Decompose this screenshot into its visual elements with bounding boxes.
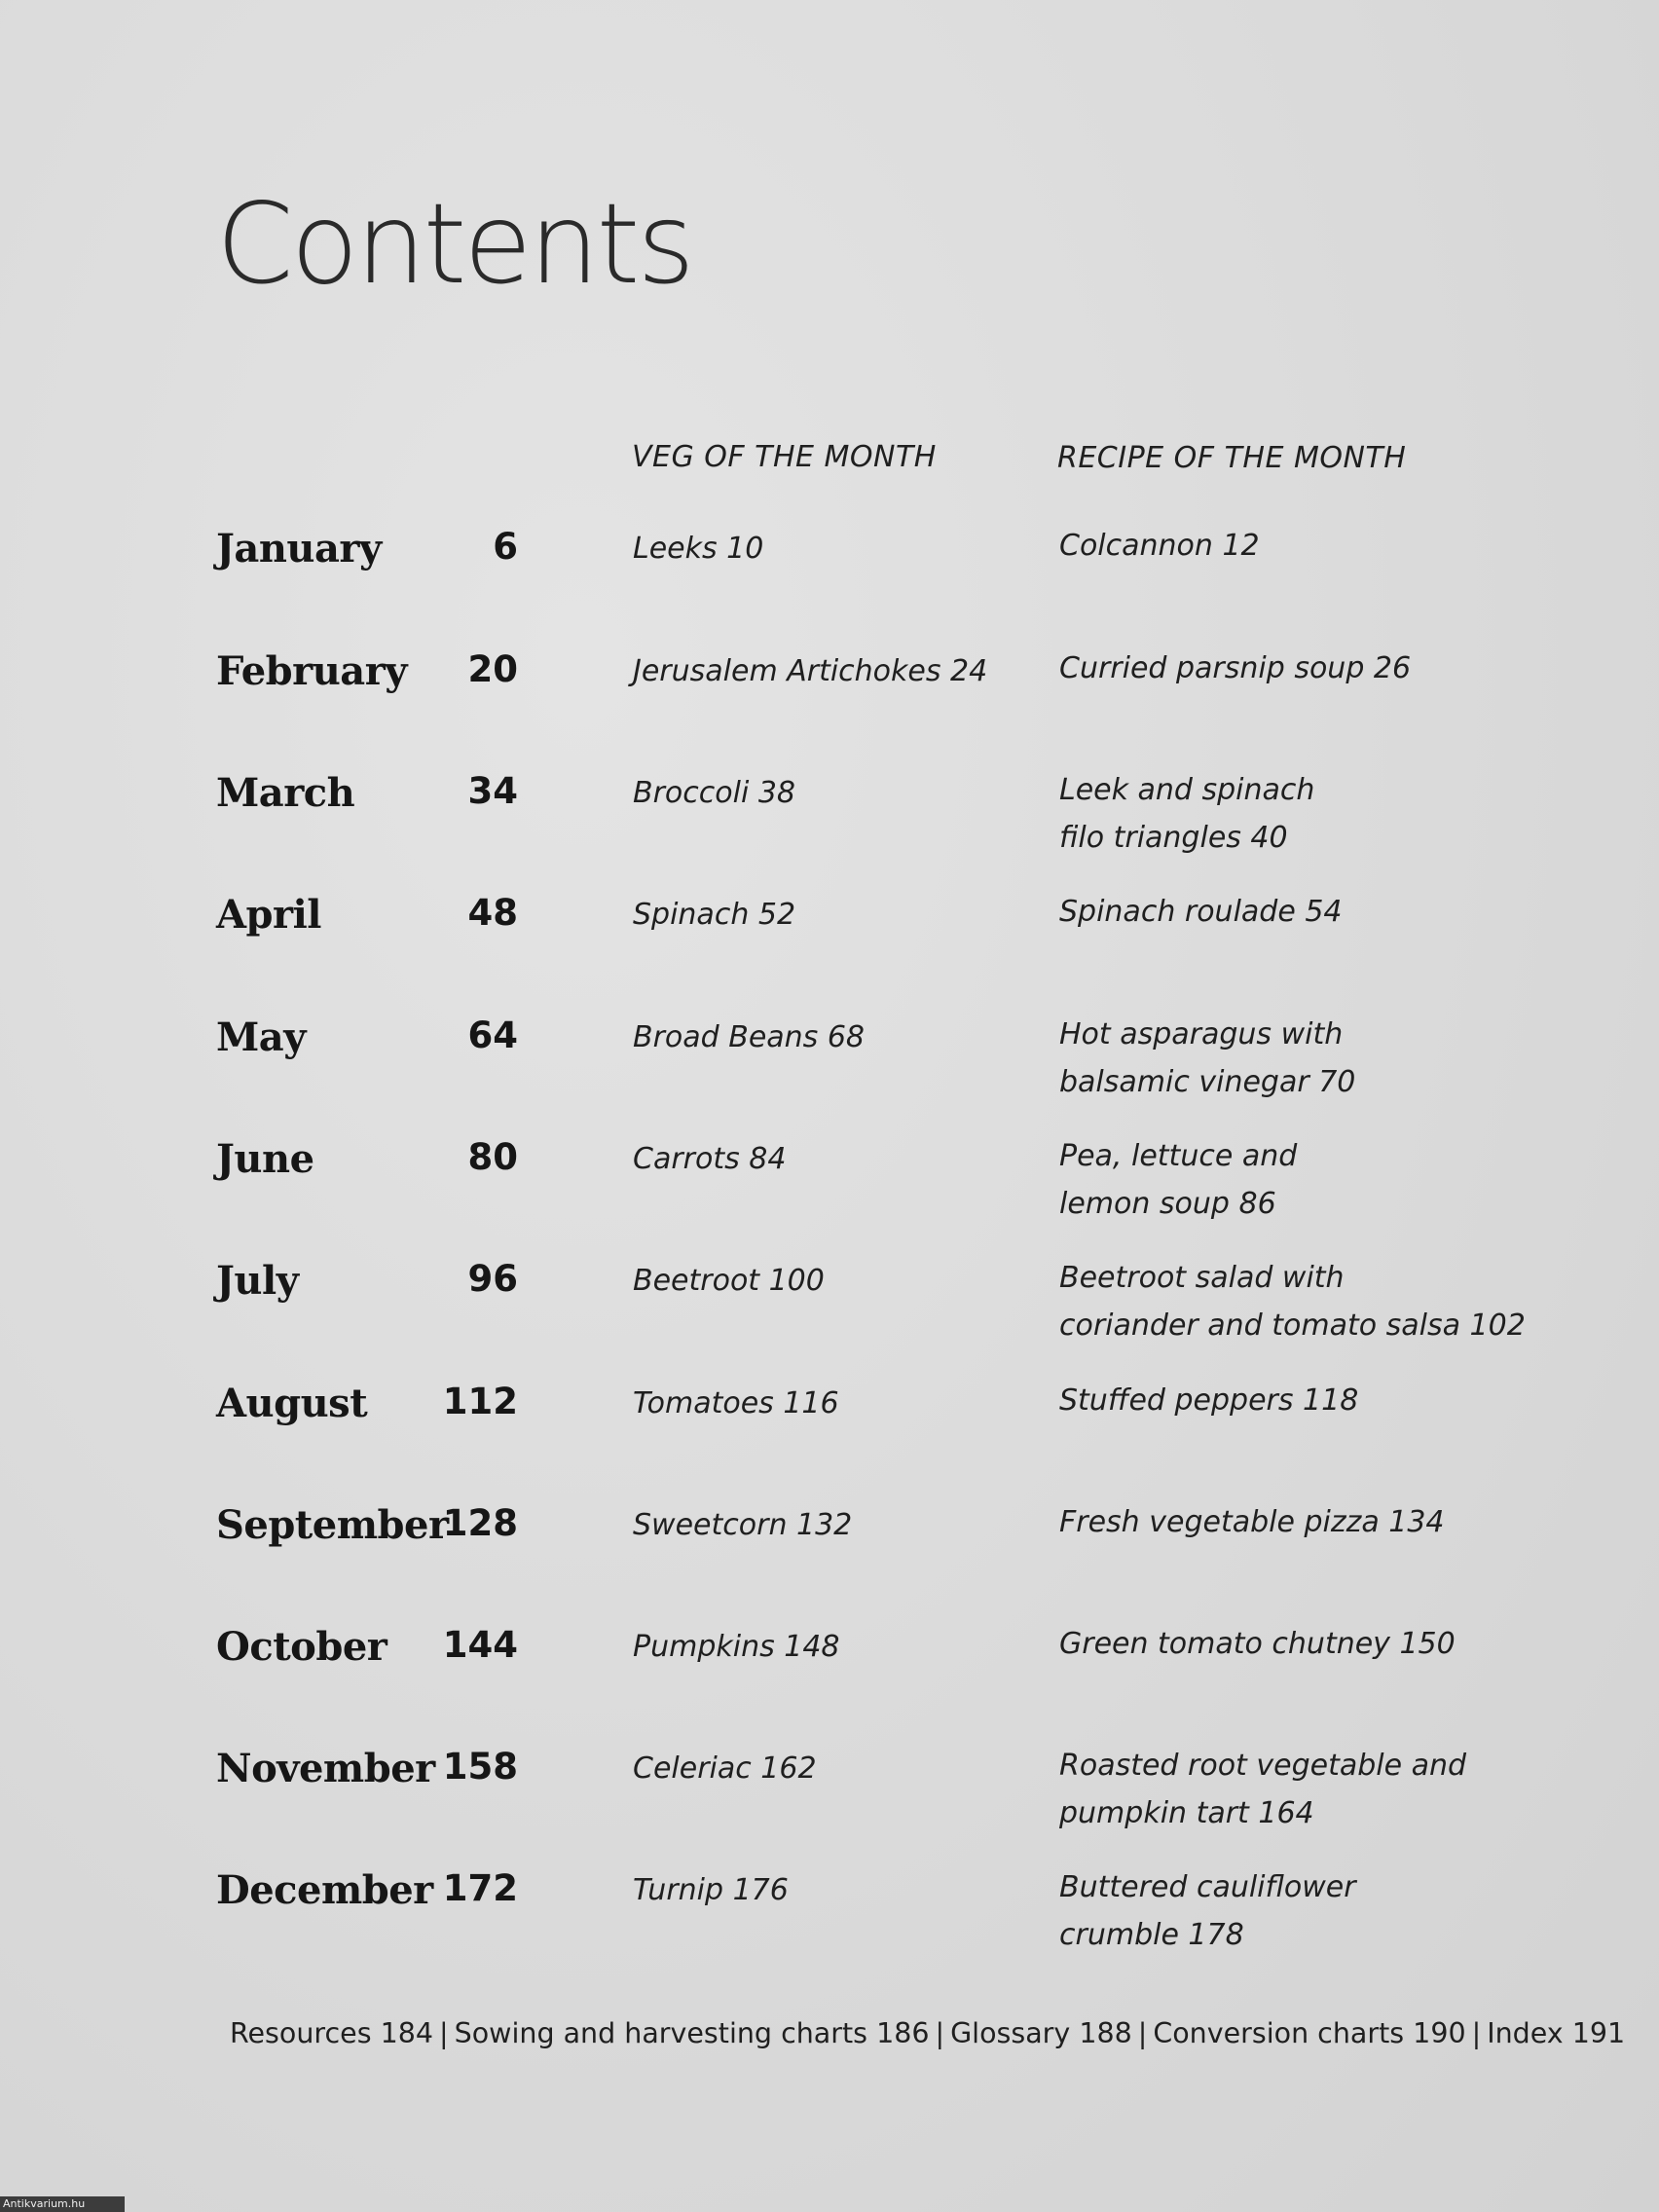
month-page-number: 20 <box>467 648 518 690</box>
recipe-line: Curried parsnip soup 26 <box>1059 651 1412 685</box>
recipe-line: Buttered cauliflower <box>1059 1870 1356 1904</box>
recipe-of-month <box>1059 766 1314 862</box>
footer-item: Index 191 <box>1487 2017 1626 2049</box>
month-name: August <box>216 1381 368 1426</box>
veg-of-month: Beetroot 100 <box>633 1264 825 1298</box>
veg-of-month: Broad Beans 68 <box>633 1020 866 1054</box>
recipe-line: lemon soup 86 <box>1059 1187 1276 1221</box>
veg-of-month: Sweetcorn 132 <box>633 1508 853 1542</box>
footer-item: Resources 184 <box>230 2017 434 2049</box>
month-page-number: 34 <box>467 770 518 812</box>
toc-row <box>0 1381 1659 1497</box>
recipe-line: Colcannon 12 <box>1059 529 1260 563</box>
month-name: October <box>216 1624 387 1670</box>
toc-row <box>0 1624 1659 1741</box>
footer-separator: | <box>935 2017 945 2049</box>
recipe-line: Green tomato chutney 150 <box>1059 1627 1456 1661</box>
month-page-number: 48 <box>467 892 518 934</box>
month-page-number: 172 <box>442 1867 518 1909</box>
recipe-line: Stuffed peppers 118 <box>1059 1383 1359 1418</box>
toc-row <box>0 1258 1659 1375</box>
month-name: April <box>216 892 321 938</box>
month-page-number: 64 <box>467 1014 518 1056</box>
footer-item: Glossary 188 <box>950 2017 1132 2049</box>
recipe-line: Roasted root vegetable and <box>1059 1749 1467 1783</box>
recipe-line: Pea, lettuce and <box>1059 1139 1298 1173</box>
footer-item: Conversion charts 190 <box>1153 2017 1466 2049</box>
recipe-of-month <box>1059 645 1411 692</box>
recipe-of-month <box>1059 1498 1445 1546</box>
recipe-of-month <box>1059 1132 1297 1228</box>
month-page-number: 80 <box>467 1136 518 1178</box>
toc-row <box>0 770 1659 887</box>
footer-separator: | <box>1471 2017 1482 2049</box>
veg-column-header: VEG OF THE MONTH <box>632 440 937 474</box>
recipe-line: pumpkin tart 164 <box>1059 1796 1314 1830</box>
toc-row <box>0 526 1659 643</box>
veg-of-month: Broccoli 38 <box>633 776 795 810</box>
recipe-of-month <box>1059 1011 1355 1106</box>
recipe-of-month <box>1059 1742 1466 1837</box>
veg-of-month: Turnip 176 <box>633 1873 789 1907</box>
recipe-line: Leek and spinach <box>1059 773 1315 807</box>
month-page-number: 112 <box>442 1381 518 1422</box>
veg-of-month: Carrots 84 <box>633 1142 787 1176</box>
month-name: July <box>216 1258 299 1304</box>
watermark: Antikvarium.hu <box>0 2196 125 2212</box>
recipe-of-month <box>1059 1620 1456 1668</box>
veg-of-month: Pumpkins 148 <box>633 1630 840 1664</box>
recipe-column-header: RECIPE OF THE MONTH <box>1057 441 1407 475</box>
recipe-of-month <box>1059 1377 1358 1424</box>
month-name: March <box>216 770 355 816</box>
recipe-of-month <box>1059 1863 1356 1959</box>
toc-row <box>0 648 1659 765</box>
footer-item: Sowing and harvesting charts 186 <box>454 2017 930 2049</box>
recipe-line: coriander and tomato salsa 102 <box>1059 1309 1526 1343</box>
recipe-line: filo triangles 40 <box>1059 821 1288 855</box>
recipe-line: balsamic vinegar 70 <box>1059 1065 1356 1099</box>
month-page-number: 128 <box>442 1502 518 1544</box>
veg-of-month: Celeriac 162 <box>633 1751 817 1786</box>
recipe-line: Hot asparagus with <box>1059 1017 1344 1051</box>
month-page-number: 158 <box>442 1746 518 1788</box>
recipe-line: Spinach roulade 54 <box>1059 895 1343 929</box>
toc-row <box>0 1502 1659 1619</box>
veg-of-month: Jerusalem Artichokes 24 <box>633 654 988 688</box>
toc-row <box>0 1136 1659 1253</box>
footer-index-links <box>230 2017 1625 2049</box>
veg-of-month: Spinach 52 <box>633 898 796 932</box>
page-title: Contents <box>216 179 692 310</box>
recipe-line: Fresh vegetable pizza 134 <box>1059 1505 1445 1539</box>
toc-row <box>0 1746 1659 1862</box>
month-name: June <box>216 1136 314 1182</box>
toc-row <box>0 1014 1659 1131</box>
footer-separator: | <box>1137 2017 1148 2049</box>
veg-of-month: Leeks 10 <box>633 532 764 566</box>
month-name: January <box>216 526 382 571</box>
month-name: November <box>216 1746 435 1791</box>
recipe-of-month <box>1059 522 1260 570</box>
recipe-of-month <box>1059 1254 1526 1349</box>
recipe-line: Beetroot salad with <box>1059 1261 1345 1295</box>
veg-of-month: Tomatoes 116 <box>633 1386 839 1420</box>
recipe-of-month <box>1059 888 1343 936</box>
month-page-number: 6 <box>493 526 518 568</box>
month-name: February <box>216 648 408 694</box>
month-page-number: 144 <box>442 1624 518 1666</box>
month-name: September <box>216 1502 449 1548</box>
recipe-line: crumble 178 <box>1059 1918 1244 1952</box>
month-name: May <box>216 1014 306 1060</box>
month-page-number: 96 <box>467 1258 518 1300</box>
footer-separator: | <box>439 2017 449 2049</box>
month-name: December <box>216 1867 433 1913</box>
toc-row <box>0 1867 1659 1984</box>
toc-row <box>0 892 1659 1009</box>
